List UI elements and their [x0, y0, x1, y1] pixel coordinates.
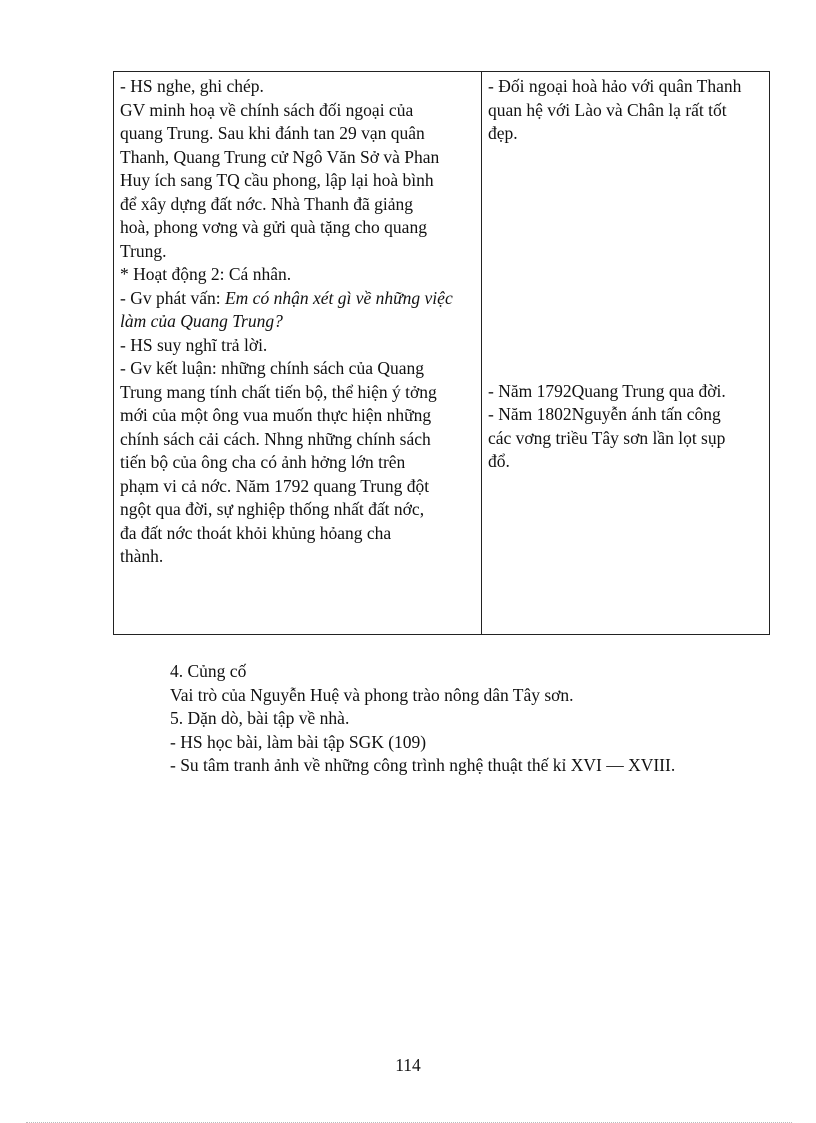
text-line: quang Trung. Sau khi đánh tan 29 vạn quân — [120, 123, 425, 143]
text-line: - Su tâm tranh ảnh về những công trình nghệ thuật thế kỉ XVI — XVIII. — [170, 755, 676, 775]
text-line: Thanh, Quang Trung cử Ngô Văn Sở và Phan — [120, 146, 440, 167]
text-line: - HS nghe, ghi chép. — [120, 76, 264, 96]
text-line: Trung. — [120, 240, 167, 261]
text-line: quan hệ với Lào và Chân lạ rất tốt — [488, 99, 727, 120]
page-number: 114 — [395, 1055, 421, 1075]
text-line: GV minh hoạ về chính sách đối ngoại của — [120, 99, 414, 120]
text-line: chính sách cải cách. Nhng những chính sách — [120, 428, 431, 449]
text-line: phạm vi cả nớc. Năm 1792 quang Trung đột — [120, 475, 430, 496]
text-line: mới của một ông vua muốn thực hiện những — [120, 405, 432, 425]
text-line: thành. — [120, 546, 164, 566]
text-line: đa đất nớc thoát khỏi khủng hỏang cha — [120, 522, 392, 543]
text-line: Huy ích sang TQ cầu phong, lập lại hoà bình — [120, 170, 434, 190]
question-text: Em có nhận xét gì về những việc — [224, 287, 453, 308]
spacer — [488, 146, 763, 380]
text-line: các vơng triều Tây sơn lần lọt sụp — [488, 427, 726, 448]
text-line: để xây dựng đất nớc. Nhà Thanh đã giảng — [120, 193, 413, 214]
teacher-student-activity-cell — [114, 72, 482, 635]
text-line: đổ. — [488, 451, 510, 471]
table-row — [114, 72, 770, 635]
text-line: đẹp. — [488, 123, 518, 143]
activity-heading: * Hoạt động 2: Cá nhân. — [120, 264, 292, 284]
text-line: hoà, phong vơng và gửi quà tặng cho quang — [120, 217, 427, 237]
consolidation-section — [170, 660, 770, 778]
text-line: - Đối ngoại hoà hảo với quân Thanh — [488, 76, 742, 96]
lesson-table — [113, 71, 770, 635]
question-line — [120, 287, 475, 311]
text-line: - Năm 1792Quang Trung qua đời. — [488, 380, 726, 401]
section-heading: 5. Dặn dò, bài tập về nhà. — [170, 708, 350, 728]
text-line: - Năm 1802Nguyễn ánh tấn công — [488, 404, 721, 424]
text-line: Vai trò của Nguyễn Huệ và phong trào nông dân Tây sơn. — [170, 684, 574, 705]
question-prefix: - Gv phát vấn: — [120, 287, 225, 308]
text-line: tiến bộ của ông cha có ảnh hởng lớn trên — [120, 452, 406, 472]
text-line: Trung mang tính chất tiến bộ, thể hiện ý tởng — [120, 381, 437, 402]
text-line: - Gv kết luận: những chính sách của Quang — [120, 358, 424, 378]
key-content-cell — [482, 72, 770, 635]
text-line: - HS suy nghĩ trả lời. — [120, 334, 268, 355]
text-line: ngột qua đời, sự nghiệp thống nhất đất nớc, — [120, 499, 425, 519]
question-text: làm của Quang Trung? — [120, 311, 283, 331]
text-line: - HS học bài, làm bài tập SGK (109) — [170, 731, 427, 752]
section-heading: 4. Củng cố — [170, 661, 247, 681]
